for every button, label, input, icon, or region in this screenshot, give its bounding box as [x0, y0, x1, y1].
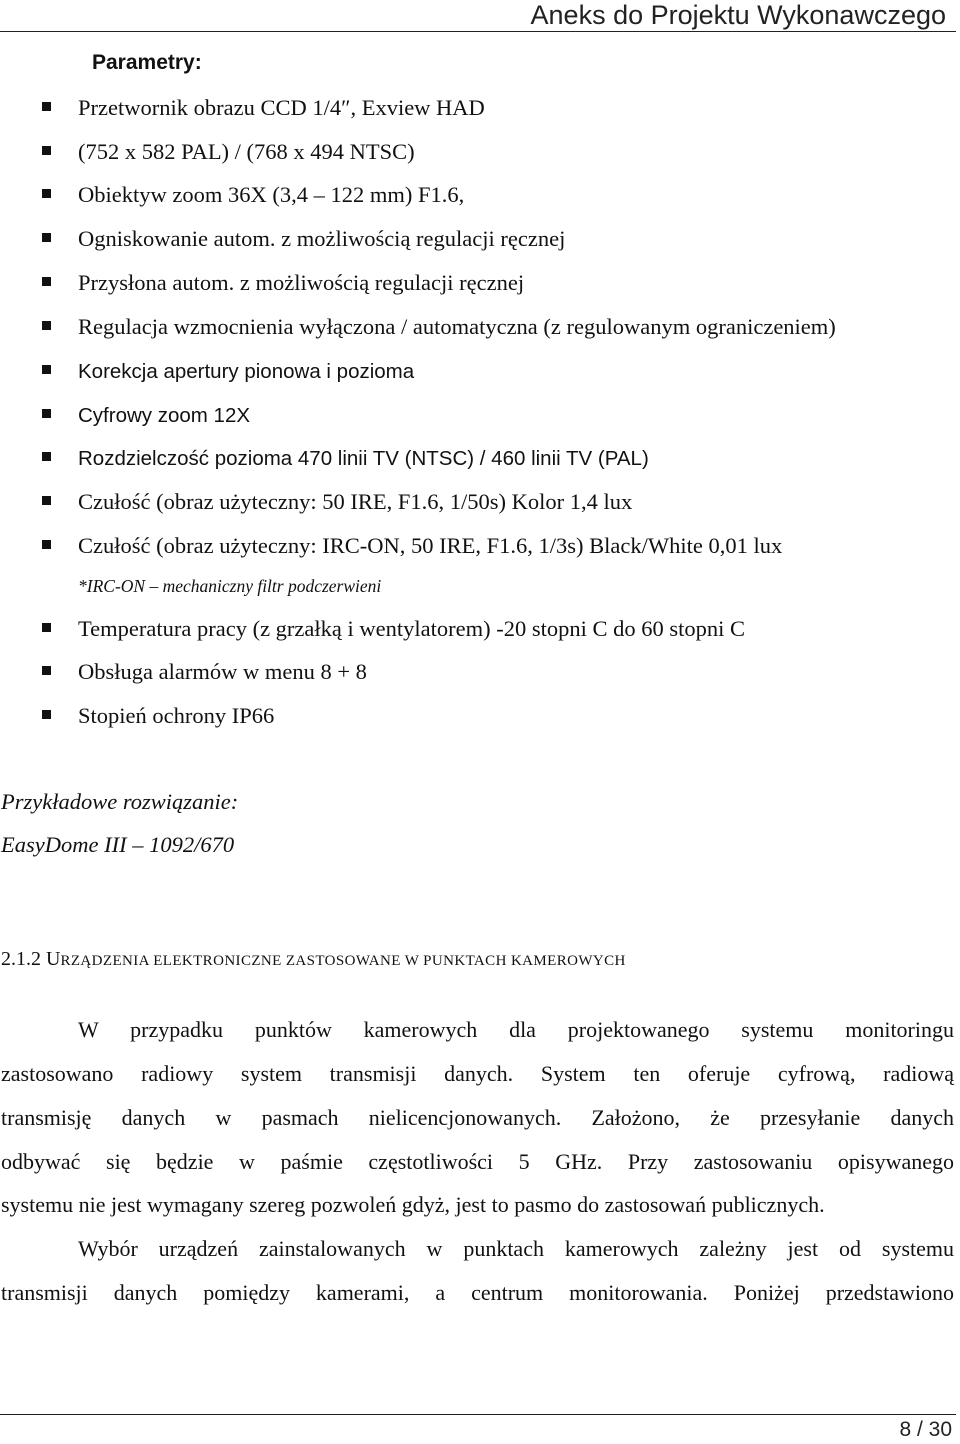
square-bullet-icon [42, 233, 51, 242]
parameter-text: Czułość (obraz użyteczny: IRC-ON, 50 IRE, F1.6, 1/3s) Black/White 0,01 lux [78, 533, 783, 558]
square-bullet-icon [42, 409, 51, 418]
parameters-heading: Parametry: [92, 51, 202, 74]
square-bullet-icon [42, 496, 51, 505]
square-bullet-icon [42, 146, 51, 155]
section-title-rest: RZĄDZENIA ELEKTRONICZNE ZASTOSOWANE W PUNKTACH KAMEROWYCH [60, 953, 626, 969]
square-bullet-icon [42, 277, 51, 286]
parameter-text: Przysłona autom. z możliwością regulacji ręcznej [78, 270, 525, 295]
parameter-text: Regulacja wzmocnienia wyłączona / automatyczna (z regulowanym ograniczeniem) [78, 314, 836, 339]
square-bullet-icon [42, 623, 51, 632]
parameter-text: Cyfrowy zoom 12X [78, 404, 251, 427]
paragraph-line: systemu nie jest wymagany szereg pozwoleń gdyż, jest to pasmo do zastosowań publicznych. [1, 1192, 825, 1217]
parameter-text: Korekcja apertury pionowa i pozioma [78, 360, 415, 383]
example-solution-label: Przykładowe rozwiązanie: [1, 789, 239, 814]
parameter-text: Obsługa alarmów w menu 8 + 8 [78, 659, 367, 684]
example-solution-value: EasyDome III – 1092/670 [1, 832, 235, 857]
square-bullet-icon [42, 710, 51, 719]
irc-footnote: *IRC-ON – mechaniczny filtr podczerwieni [78, 576, 382, 596]
section-heading [1, 948, 626, 971]
parameter-text: Stopień ochrony IP66 [78, 703, 275, 728]
parameter-text: Ogniskowanie autom. z możliwością regulacji ręcznej [78, 226, 566, 251]
page-number: 8 / 30 [899, 1418, 952, 1441]
section-number: 2.1.2 [1, 948, 41, 970]
square-bullet-icon [42, 365, 51, 374]
header-divider [0, 31, 956, 32]
square-bullet-icon [42, 189, 51, 198]
paragraph-line: transmisji danych pomiędzy kamerami, a centrum monitorowania. Poniżej przedstawiono [1, 1280, 954, 1305]
parameter-text: Czułość (obraz użyteczny: 50 IRE, F1.6, 1/50s) Kolor 1,4 lux [78, 489, 633, 514]
square-bullet-icon [42, 666, 51, 675]
square-bullet-icon [42, 321, 51, 330]
square-bullet-icon [42, 540, 51, 549]
paragraph-line: transmisję danych w pasmach nielicencjonowanych. Założono, że przesyłanie danych [1, 1105, 954, 1130]
paragraph-line: odbywać się będzie w paśmie częstotliwości 5 GHz. Przy zastosowaniu opisywanego [1, 1149, 954, 1174]
section-title-initial: U [46, 948, 61, 970]
parameter-text: Rozdzielczość pozioma 470 linii TV (NTSC) / 460 linii TV (PAL) [78, 447, 649, 470]
parameter-text: Przetwornik obrazu CCD 1/4″, Exview HAD [78, 95, 485, 120]
parameter-text: Temperatura pracy (z grzałką i wentylatorem) -20 stopni C do 60 stopni C [78, 616, 745, 641]
footer-divider [0, 1414, 956, 1415]
paragraph-line: W przypadku punktów kamerowych dla projektowanego systemu monitoringu [78, 1017, 954, 1042]
parameter-text: Obiektyw zoom 36X (3,4 – 122 mm) F1.6, [78, 182, 465, 207]
paragraph-line: Wybór urządzeń zainstalowanych w punktach kamerowych zależny jest od systemu [78, 1236, 954, 1261]
square-bullet-icon [42, 102, 51, 111]
square-bullet-icon [42, 452, 51, 461]
paragraph-line: zastosowano radiowy system transmisji danych. System ten oferuje cyfrową, radiową [1, 1061, 954, 1086]
document-header-title: Aneks do Projektu Wykonawczego [530, 0, 946, 30]
parameter-text: (752 x 582 PAL) / (768 x 494 NTSC) [78, 139, 415, 164]
